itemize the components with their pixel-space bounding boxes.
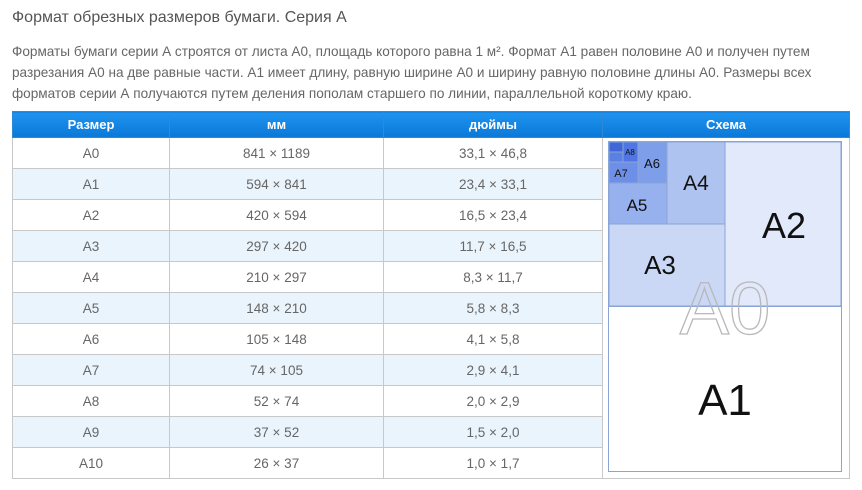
cell-mm: 420 × 594 bbox=[170, 200, 384, 231]
a-series-scheme bbox=[603, 138, 848, 476]
cell-size: A7 bbox=[13, 355, 170, 386]
cell-mm: 26 × 37 bbox=[170, 448, 384, 479]
scheme-label-a2: A2 bbox=[761, 205, 807, 246]
intro-paragraph: Форматы бумаги серии А строятся от листа А0, площадь которого равна 1 м². Формат А1 равен половине А0 и получен путем разрезания А0 на две равные части. А1 имеет длину, равную ширине А0 и ширину равную половине длины А0. Размеры всех форматов серии А получаются путем деления пополам старшего по линии, параллельной короткому краю. bbox=[12, 44, 812, 101]
cell-mm: 297 × 420 bbox=[170, 231, 384, 262]
scheme-cell bbox=[603, 138, 850, 479]
cell-inches: 33,1 × 46,8 bbox=[384, 138, 603, 169]
scheme-label-a1: A1 bbox=[698, 376, 752, 425]
scheme-label-a0: A0 bbox=[679, 267, 771, 350]
scheme-a9-rect bbox=[609, 142, 623, 152]
cell-size: A0 bbox=[13, 138, 170, 169]
cell-inches: 4,1 × 5,8 bbox=[384, 324, 603, 355]
cell-inches: 2,0 × 2,9 bbox=[384, 386, 603, 417]
cell-inches: 2,9 × 4,1 bbox=[384, 355, 603, 386]
header-size: Размер bbox=[13, 112, 170, 138]
cell-size: A10 bbox=[13, 448, 170, 479]
cell-inches: 1,0 × 1,7 bbox=[384, 448, 603, 479]
cell-mm: 594 × 841 bbox=[170, 169, 384, 200]
cell-size: A2 bbox=[13, 200, 170, 231]
header-inches: дюймы bbox=[384, 112, 603, 138]
cell-mm: 52 × 74 bbox=[170, 386, 384, 417]
scheme-label-a6: A6 bbox=[644, 156, 660, 171]
cell-mm: 148 × 210 bbox=[170, 293, 384, 324]
header-mm: мм bbox=[170, 112, 384, 138]
cell-inches: 16,5 × 23,4 bbox=[384, 200, 603, 231]
page-title: Формат обрезных размеров бумаги. Серия А bbox=[12, 9, 347, 26]
cell-mm: 37 × 52 bbox=[170, 417, 384, 448]
cell-size: A8 bbox=[13, 386, 170, 417]
scheme-a10-rect bbox=[609, 152, 623, 162]
scheme-label-a7: A7 bbox=[614, 168, 628, 180]
cell-size: A5 bbox=[13, 293, 170, 324]
cell-mm: 210 × 297 bbox=[170, 262, 384, 293]
scheme-label-a4: A4 bbox=[683, 172, 709, 195]
table-row bbox=[13, 138, 850, 169]
cell-size: A4 bbox=[13, 262, 170, 293]
cell-inches: 8,3 × 11,7 bbox=[384, 262, 603, 293]
scheme-label-a5: A5 bbox=[626, 196, 648, 215]
cell-size: A9 bbox=[13, 417, 170, 448]
cell-mm: 74 × 105 bbox=[170, 355, 384, 386]
scheme-label-a8: A8 bbox=[625, 148, 635, 157]
paper-size-table bbox=[12, 111, 850, 479]
cell-mm: 841 × 1189 bbox=[170, 138, 384, 169]
scheme-label-a3: A3 bbox=[644, 250, 676, 280]
cell-inches: 1,5 × 2,0 bbox=[384, 417, 603, 448]
cell-size: A6 bbox=[13, 324, 170, 355]
cell-inches: 23,4 × 33,1 bbox=[384, 169, 603, 200]
cell-mm: 105 × 148 bbox=[170, 324, 384, 355]
table-header-row bbox=[13, 112, 850, 138]
cell-inches: 5,8 × 8,3 bbox=[384, 293, 603, 324]
header-scheme: Схема bbox=[603, 112, 850, 138]
cell-size: A1 bbox=[13, 169, 170, 200]
cell-size: A3 bbox=[13, 231, 170, 262]
cell-inches: 11,7 × 16,5 bbox=[384, 231, 603, 262]
